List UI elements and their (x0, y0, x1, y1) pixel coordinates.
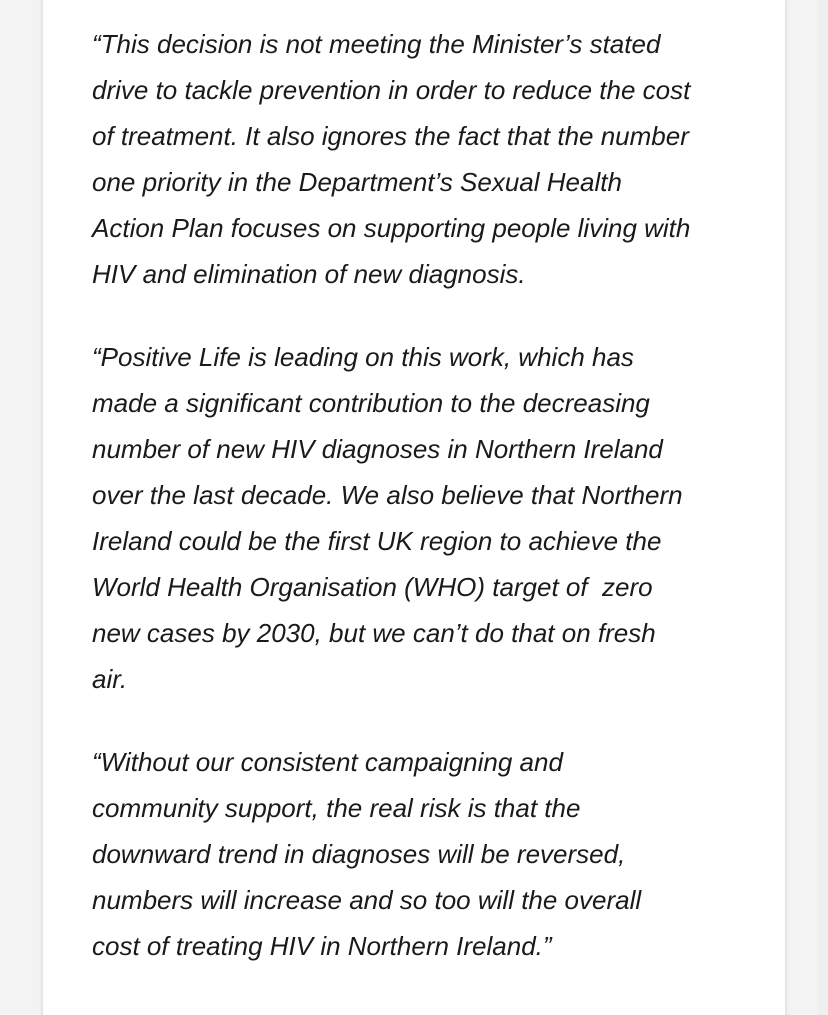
text-line: new cases by 2030, but we can’t do that on fresh (92, 618, 656, 648)
scrollbar-track[interactable] (818, 0, 828, 1015)
text-line: “Without our consistent campaigning and (92, 747, 563, 777)
text-line: “This decision is not meeting the Minister’s stated (92, 29, 661, 59)
text-line: one priority in the Department’s Sexual Health (92, 167, 622, 197)
text-line: numbers will increase and so too will the overall (92, 885, 642, 915)
text-line: number of new HIV diagnoses in Northern Ireland (92, 434, 663, 464)
text-line: “Positive Life is leading on this work, which has (92, 342, 634, 372)
text-line: cost of treating HIV in Northern Ireland.” (92, 931, 552, 961)
text-line: World Health Organisation (WHO) target of zero (92, 572, 653, 602)
article-body (92, 21, 752, 1006)
quote-paragraph-2 (92, 334, 752, 702)
text-line: Ireland could be the first UK region to achieve the (92, 526, 662, 556)
text-line: made a significant contribution to the decreasing (92, 388, 650, 418)
text-line: HIV and elimination of new diagnosis. (92, 259, 526, 289)
text-line: of treatment. It also ignores the fact that the number (92, 121, 689, 151)
text-line: over the last decade. We also believe that Northern (92, 480, 683, 510)
text-line: drive to tackle prevention in order to reduce the cost (92, 75, 691, 105)
text-line: Action Plan focuses on supporting people living with (92, 213, 691, 243)
quote-paragraph-1 (92, 21, 752, 297)
text-line: downward trend in diagnoses will be reversed, (92, 839, 626, 869)
quote-paragraph-3 (92, 739, 752, 969)
text-line: community support, the real risk is that the (92, 793, 581, 823)
text-line: air. (92, 664, 128, 694)
